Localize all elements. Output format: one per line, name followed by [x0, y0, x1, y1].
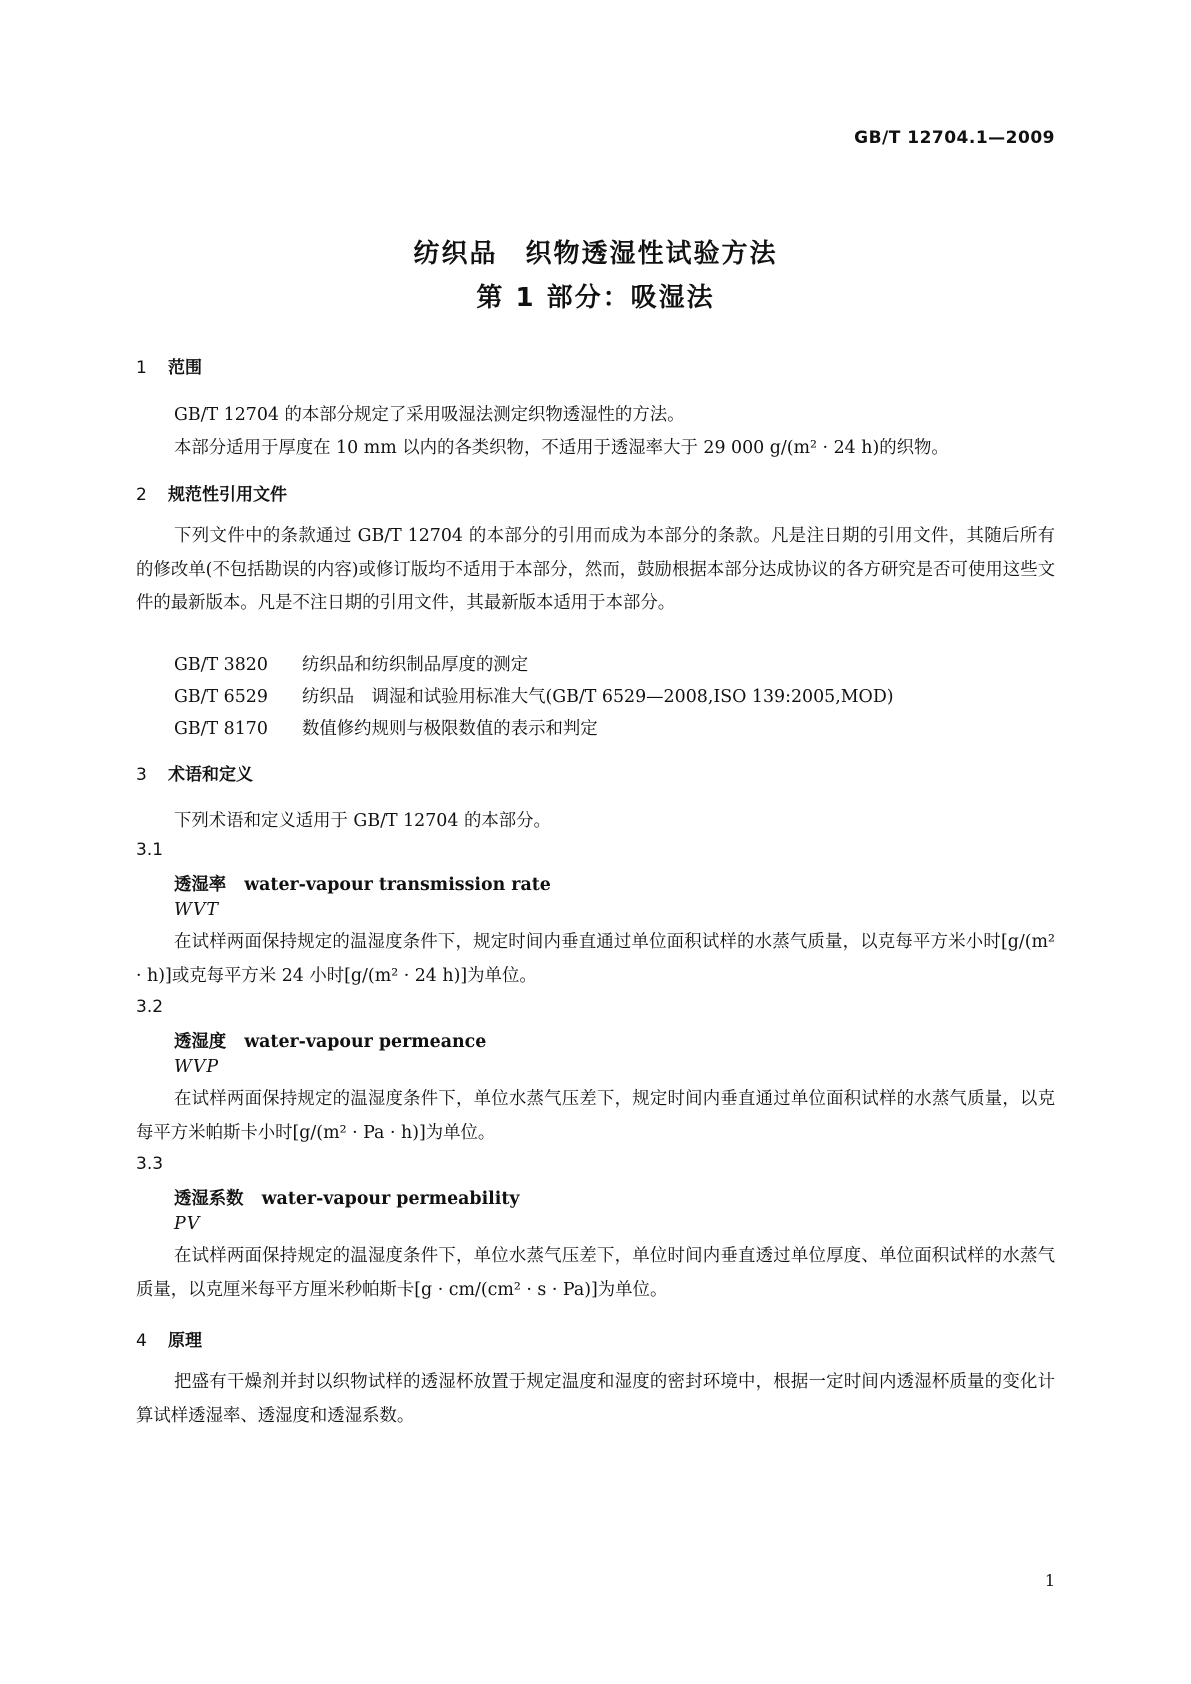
term-definition: 在试样两面保持规定的温湿度条件下，单位水蒸气压差下，单位时间内垂直透过单位厚度、单位面积试样的水蒸气质量，以克厘米每平方厘米秒帕斯卡[g · cm/(cm² · s · Pa)]为单位。: [136, 1246, 1055, 1300]
paragraph: GB/T 12704 的本部分规定了采用吸湿法测定织物透湿性的方法。: [174, 405, 685, 425]
section-title: 原理: [168, 1331, 202, 1351]
term-number: 3.1: [136, 840, 164, 860]
term-number: 3.3: [136, 1154, 164, 1174]
term-name: [174, 1027, 486, 1052]
term-zh: 透湿系数: [174, 1189, 244, 1209]
section-number: 2: [136, 485, 147, 505]
term-definition: 在试样两面保持规定的温湿度条件下，单位水蒸气压差下，规定时间内垂直通过单位面积试样的水蒸气质量，以克每平方米帕斯卡小时[g/(m² · Pa · h)]为单位。: [136, 1089, 1055, 1143]
term-abbreviation: PV: [174, 1214, 201, 1234]
term-en: water-vapour permeability: [261, 1189, 520, 1209]
term-definition: 在试样两面保持规定的温湿度条件下，规定时间内垂直通过单位面积试样的水蒸气质量，以克每平方米小时[g/(m² · h)]或克每平方米 24 小时[g/(m² · 24 h)]为单位。: [136, 932, 1055, 986]
reference-title: 纺织品 调湿和试验用标准大气(GB/T 6529—2008,ISO 139:2005,MOD): [302, 687, 894, 707]
page-number: 1: [1044, 1571, 1055, 1590]
section-number: 1: [136, 358, 147, 378]
reference-item: [174, 650, 528, 675]
section-title: 规范性引用文件: [168, 485, 287, 505]
reference-item: [174, 682, 894, 707]
section-number: 3: [136, 765, 147, 785]
section-heading-normative-references: [136, 480, 287, 505]
reference-title: 纺织品和纺织制品厚度的测定: [302, 655, 529, 675]
term-number: 3.2: [136, 997, 164, 1017]
term-en: water-vapour transmission rate: [244, 875, 551, 895]
paragraph: 下列术语和定义适用于 GB/T 12704 的本部分。: [174, 811, 551, 831]
reference-code: GB/T 6529: [174, 687, 268, 707]
section-title: 术语和定义: [168, 765, 253, 785]
term-zh: 透湿率: [174, 875, 227, 895]
paragraph: 下列文件中的条款通过 GB/T 12704 的本部分的引用而成为本部分的条款。凡是注日期的引用文件，其随后所有的修改单(不包括勘误的内容)或修订版均不适用于本部分，然而，鼓励根据本部分达成协议的各方研究是否可使用这些文件的最新版本。凡是不注日期的引用文件，其最新版本适用于本部分。: [136, 526, 1055, 613]
paragraph: 把盛有干燥剂并封以织物试样的透湿杯放置于规定温度和湿度的密封环境中，根据一定时间内透湿杯质量的变化计算试样透湿率、透湿度和透湿系数。: [136, 1372, 1055, 1426]
section-number: 4: [136, 1331, 147, 1351]
reference-title: 数值修约规则与极限数值的表示和判定: [302, 719, 598, 739]
paragraph: 本部分适用于厚度在 10 mm 以内的各类织物，不适用于透湿率大于 29 000 g/(m² · 24 h)的织物。: [174, 438, 949, 458]
reference-code: GB/T 8170: [174, 719, 268, 739]
term-abbreviation: WVP: [174, 1057, 220, 1077]
standard-code: GB/T 12704.1—2009: [854, 128, 1055, 148]
term-abbreviation: WVT: [174, 900, 220, 920]
term-name: [174, 1184, 520, 1209]
section-heading-terms-definitions: [136, 760, 253, 785]
term-zh: 透湿度: [174, 1032, 227, 1052]
section-heading-scope: [136, 353, 202, 378]
term-name: [174, 870, 551, 895]
reference-item: [174, 714, 598, 739]
section-heading-principle: [136, 1326, 202, 1351]
section-title: 范围: [168, 358, 202, 378]
document-title: 纺织品 织物透湿性试验方法: [413, 239, 778, 269]
reference-code: GB/T 3820: [174, 655, 268, 675]
term-en: water-vapour permeance: [244, 1032, 487, 1052]
document-subtitle: 第 1 部分：吸湿法: [476, 283, 715, 313]
